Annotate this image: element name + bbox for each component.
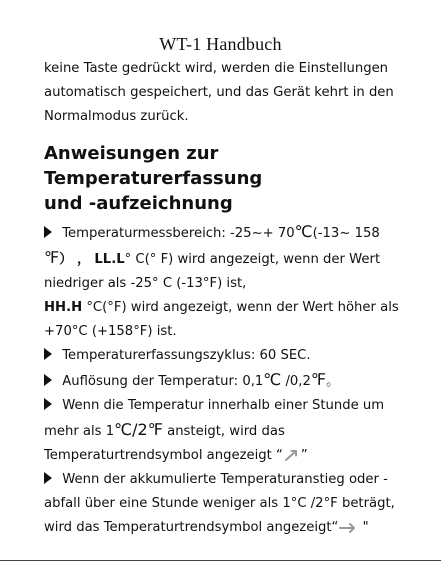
- page-header: WT-1 Handbuch: [159, 34, 282, 54]
- bullet-resolution: [44, 368, 394, 394]
- range-text-h: °C(°F) wird angezeigt, wenn der Wert höher als: [82, 300, 399, 315]
- section-title-line-1: Anweisungen zur Temperaturerfassung: [44, 143, 263, 189]
- range-tilde-1: ~: [251, 226, 263, 241]
- bullet-cycle: [44, 344, 394, 368]
- bullet-trend-flat: [44, 468, 394, 492]
- range-tilde-2: ~: [339, 226, 351, 241]
- trend2-text-a: Wenn der akkumulierte Temperaturanstieg oder -: [62, 472, 388, 487]
- range-line-3: niedriger als -25° C (-13°F) ist,: [44, 276, 247, 291]
- trend2-line-3: [44, 516, 394, 540]
- range-line-4: [44, 296, 399, 320]
- range-f-unit: ℉: [44, 248, 60, 267]
- trend1-text-b: mehr als 1: [44, 424, 115, 439]
- trend1-line-3: [44, 444, 394, 468]
- trend1-c-unit: ℃: [114, 420, 133, 439]
- range-c-unit: ℃: [294, 222, 313, 241]
- cycle-text: Temperaturerfassungszyklus: 60 SEC.: [62, 348, 311, 363]
- range-text-c: (-13: [312, 226, 340, 241]
- resolution-text-a: Auflösung der Temperatur: 0,1: [62, 374, 264, 389]
- trend1-text-e: ”: [300, 448, 308, 463]
- section-title: [44, 141, 394, 216]
- range-text-f: ° C(° F) wird angezeigt, wenn der Wert: [124, 252, 381, 267]
- trend-up-arrow-icon: [284, 448, 300, 462]
- resolution-text-b: /0,2: [281, 374, 311, 389]
- trend1-text-c: ansteigt, wird das: [162, 424, 285, 439]
- resolution-text-c: 。: [326, 374, 340, 389]
- range-line-5: +70°C (+158°F) ist.: [44, 324, 177, 339]
- trend2-text-d: ": [358, 520, 369, 535]
- bottom-divider: [0, 560, 441, 561]
- range-text-a: Temperaturmessbereich: -25: [62, 226, 252, 241]
- bullet-trend-rise: [44, 394, 394, 418]
- range-text-b: + 70: [262, 226, 295, 241]
- intro-line-1: keine Taste gedrückt wird, werden die Einstellungen: [44, 61, 389, 76]
- trend2-line-2: abfall über eine Stunde weniger als 1°C /2°F beträgt,: [44, 496, 395, 511]
- trend1-line-2: [44, 418, 394, 444]
- intro-paragraph: [44, 57, 394, 129]
- trend1-text-a: Wenn die Temperatur innerhalb einer Stunde um: [62, 398, 385, 413]
- trend2-text-c: wird das Temperaturtrendsymbol angezeigt“: [44, 520, 339, 535]
- trend1-text-d: Temperaturtrendsymbol angezeigt “: [44, 448, 283, 463]
- range-e-tail: ） ，: [59, 252, 91, 267]
- page-content: [44, 57, 399, 540]
- intro-line-3: Normalmodus zurück.: [44, 109, 189, 124]
- trend-flat-arrow-icon: [339, 522, 357, 534]
- bullet-range: [44, 220, 394, 246]
- trend1-separator: /2: [132, 420, 148, 439]
- resolution-f-unit: ℉: [310, 370, 327, 389]
- range-ll: LL.L: [94, 252, 125, 267]
- range-hh: HH.H: [44, 300, 83, 315]
- range-text-d: 158: [350, 226, 380, 241]
- trend1-f-unit: ℉: [147, 420, 163, 439]
- range-line-2: [44, 246, 394, 272]
- intro-line-2: automatisch gespeichert, und das Gerät kehrt in den: [44, 85, 394, 100]
- bullet-list: [44, 220, 399, 540]
- section-title-line-2: und -aufzeichnung: [44, 193, 233, 214]
- resolution-c-unit: ℃: [263, 370, 282, 389]
